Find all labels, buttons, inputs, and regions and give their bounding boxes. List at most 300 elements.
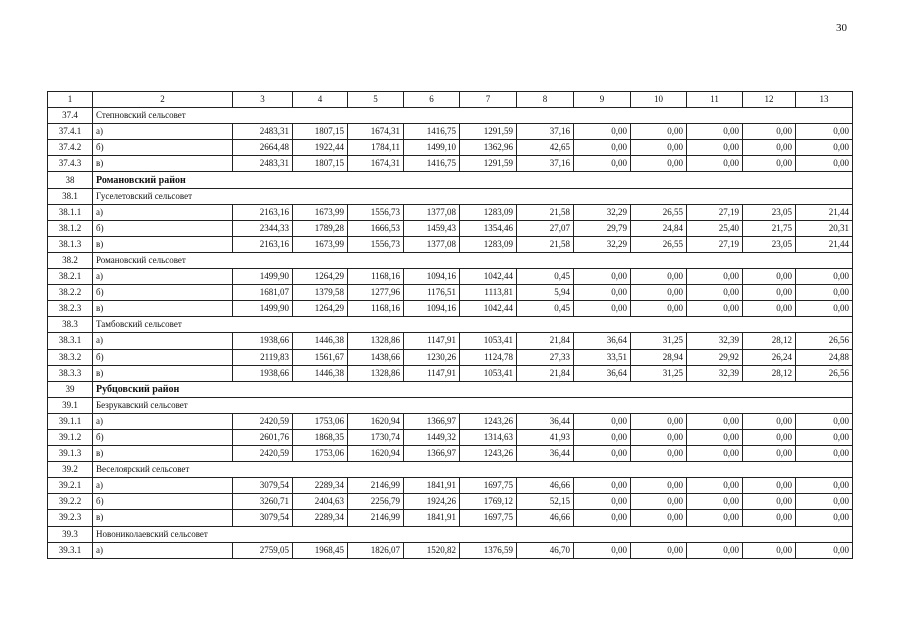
section-name: Романовский сельсовет <box>93 252 853 268</box>
table-cell: 0,00 <box>574 269 631 285</box>
table-cell: 1147,91 <box>404 365 460 381</box>
row-variant: в) <box>93 446 233 462</box>
table-cell: 36,64 <box>574 365 631 381</box>
row-variant: б) <box>93 140 233 156</box>
table-cell: 1416,75 <box>404 156 460 172</box>
table-header-row <box>48 92 853 108</box>
table-cell: 0,00 <box>687 413 743 429</box>
tariff-table <box>47 91 853 559</box>
table-cell: 1789,28 <box>293 220 348 236</box>
table-cell: 1243,26 <box>460 446 517 462</box>
table-cell: 0,00 <box>743 478 796 494</box>
section-name: Веселоярский сельсовет <box>93 462 853 478</box>
row-code: 39.3.1 <box>48 542 93 558</box>
table-cell: 26,56 <box>796 333 853 349</box>
table-cell: 46,66 <box>517 478 574 494</box>
table-cell: 0,00 <box>687 156 743 172</box>
table-cell: 1042,44 <box>460 301 517 317</box>
table-cell: 0,00 <box>687 301 743 317</box>
table-cell: 25,40 <box>687 220 743 236</box>
row-code: 38.3.2 <box>48 349 93 365</box>
table-cell: 29,79 <box>574 220 631 236</box>
section-row <box>48 397 853 413</box>
table-cell: 1124,78 <box>460 349 517 365</box>
table-cell: 21,44 <box>796 236 853 252</box>
table-cell: 1674,31 <box>348 156 404 172</box>
row-code: 39.1.1 <box>48 413 93 429</box>
table-cell: 0,00 <box>796 156 853 172</box>
table-cell: 0,00 <box>687 269 743 285</box>
table-cell: 0,00 <box>631 510 687 526</box>
table-cell: 1376,59 <box>460 542 517 558</box>
table-cell: 0,00 <box>574 156 631 172</box>
table-cell: 21,75 <box>743 220 796 236</box>
table-cell: 36,44 <box>517 413 574 429</box>
table-cell: 2420,59 <box>233 413 293 429</box>
row-code: 39.2.2 <box>48 494 93 510</box>
table-cell: 0,00 <box>631 285 687 301</box>
table-cell: 1459,43 <box>404 220 460 236</box>
column-header: 7 <box>460 92 517 108</box>
table-cell: 0,00 <box>743 301 796 317</box>
table-cell: 0,00 <box>574 478 631 494</box>
table-cell: 0,00 <box>574 446 631 462</box>
row-variant: а) <box>93 333 233 349</box>
table-cell: 37,16 <box>517 156 574 172</box>
table-cell: 21,58 <box>517 236 574 252</box>
table-cell: 1446,38 <box>293 333 348 349</box>
row-code: 37.4 <box>48 108 93 124</box>
table-cell: 1666,53 <box>348 220 404 236</box>
row-variant: а) <box>93 413 233 429</box>
row-variant: в) <box>93 236 233 252</box>
table-row <box>48 510 853 526</box>
table-cell: 0,00 <box>796 494 853 510</box>
table-cell: 1868,35 <box>293 429 348 445</box>
table-cell: 1053,41 <box>460 365 517 381</box>
table-cell: 0,00 <box>796 510 853 526</box>
table-cell: 1291,59 <box>460 156 517 172</box>
table-cell: 27,19 <box>687 236 743 252</box>
table-cell: 1291,59 <box>460 124 517 140</box>
table-cell: 2289,34 <box>293 510 348 526</box>
table-cell: 1922,44 <box>293 140 348 156</box>
table-cell: 0,00 <box>687 478 743 494</box>
table-cell: 2146,99 <box>348 478 404 494</box>
table-cell: 0,00 <box>796 285 853 301</box>
row-code: 38.2.2 <box>48 285 93 301</box>
table-cell: 1438,66 <box>348 349 404 365</box>
table-cell: 1264,29 <box>293 301 348 317</box>
table-cell: 2483,31 <box>233 124 293 140</box>
table-cell: 1697,75 <box>460 510 517 526</box>
table-row <box>48 301 853 317</box>
column-header: 9 <box>574 92 631 108</box>
table-row <box>48 140 853 156</box>
table-cell: 2163,16 <box>233 204 293 220</box>
table-cell: 1673,99 <box>293 236 348 252</box>
table-cell: 0,00 <box>574 124 631 140</box>
table-cell: 1556,73 <box>348 236 404 252</box>
row-variant: б) <box>93 285 233 301</box>
row-code: 37.4.1 <box>48 124 93 140</box>
row-code: 38.3 <box>48 317 93 333</box>
table-cell: 0,00 <box>631 446 687 462</box>
table-cell: 1697,75 <box>460 478 517 494</box>
row-code: 38 <box>48 172 93 188</box>
table-cell: 2420,59 <box>233 446 293 462</box>
table-cell: 2601,76 <box>233 429 293 445</box>
column-header: 1 <box>48 92 93 108</box>
column-header: 3 <box>233 92 293 108</box>
table-cell: 0,00 <box>631 301 687 317</box>
table-cell: 1168,16 <box>348 269 404 285</box>
table-cell: 0,00 <box>631 156 687 172</box>
section-name: Степновский сельсовет <box>93 108 853 124</box>
table-cell: 0,00 <box>796 269 853 285</box>
row-code: 39.2.1 <box>48 478 93 494</box>
table-cell: 0,00 <box>574 494 631 510</box>
table-cell: 1230,26 <box>404 349 460 365</box>
table-cell: 32,39 <box>687 333 743 349</box>
table-cell: 1283,09 <box>460 204 517 220</box>
table-cell: 1113,81 <box>460 285 517 301</box>
table-cell: 1841,91 <box>404 478 460 494</box>
table-cell: 0,00 <box>796 140 853 156</box>
column-header: 13 <box>796 92 853 108</box>
row-code: 39 <box>48 381 93 397</box>
table-cell: 21,84 <box>517 365 574 381</box>
table-cell: 0,00 <box>687 494 743 510</box>
table-cell: 0,00 <box>796 429 853 445</box>
district-name: Рубцовский район <box>93 381 853 397</box>
table-cell: 1841,91 <box>404 510 460 526</box>
table-cell: 27,07 <box>517 220 574 236</box>
district-row <box>48 381 853 397</box>
table-cell: 1826,07 <box>348 542 404 558</box>
section-name: Тамбовский сельсовет <box>93 317 853 333</box>
table-cell: 32,29 <box>574 204 631 220</box>
column-header: 2 <box>93 92 233 108</box>
table-row <box>48 365 853 381</box>
district-name: Романовский район <box>93 172 853 188</box>
table-cell: 1620,94 <box>348 446 404 462</box>
table-cell: 28,12 <box>743 333 796 349</box>
row-code: 39.1 <box>48 397 93 413</box>
table-cell: 2664,48 <box>233 140 293 156</box>
table-cell: 1354,46 <box>460 220 517 236</box>
table-cell: 0,00 <box>574 285 631 301</box>
table-cell: 0,00 <box>631 269 687 285</box>
row-code: 38.1 <box>48 188 93 204</box>
row-variant: а) <box>93 542 233 558</box>
table-cell: 0,00 <box>796 446 853 462</box>
table-cell: 2256,79 <box>348 494 404 510</box>
table-cell: 2483,31 <box>233 156 293 172</box>
table-row <box>48 220 853 236</box>
section-row <box>48 462 853 478</box>
table-cell: 1673,99 <box>293 204 348 220</box>
table-cell: 3079,54 <box>233 478 293 494</box>
table-cell: 1499,90 <box>233 269 293 285</box>
table-cell: 1753,06 <box>293 413 348 429</box>
table-cell: 2163,16 <box>233 236 293 252</box>
table-cell: 31,25 <box>631 333 687 349</box>
table-cell: 1377,08 <box>404 236 460 252</box>
table-cell: 1620,94 <box>348 413 404 429</box>
table-cell: 1449,32 <box>404 429 460 445</box>
table-cell: 0,00 <box>743 429 796 445</box>
table-cell: 26,24 <box>743 349 796 365</box>
row-variant: а) <box>93 204 233 220</box>
table-cell: 1053,41 <box>460 333 517 349</box>
table-cell: 1362,96 <box>460 140 517 156</box>
table-cell: 32,29 <box>574 236 631 252</box>
table-cell: 1807,15 <box>293 156 348 172</box>
table-cell: 0,00 <box>743 494 796 510</box>
table-row <box>48 446 853 462</box>
row-variant: б) <box>93 429 233 445</box>
table-cell: 21,44 <box>796 204 853 220</box>
table-cell: 0,00 <box>743 542 796 558</box>
table-cell: 0,00 <box>687 542 743 558</box>
table-cell: 0,00 <box>743 124 796 140</box>
table-cell: 0,00 <box>796 124 853 140</box>
column-header: 11 <box>687 92 743 108</box>
table-cell: 0,00 <box>574 510 631 526</box>
table-cell: 0,00 <box>687 140 743 156</box>
table-cell: 0,00 <box>743 446 796 462</box>
table-cell: 36,44 <box>517 446 574 462</box>
table-row <box>48 333 853 349</box>
row-code: 38.3.1 <box>48 333 93 349</box>
table-cell: 0,00 <box>631 542 687 558</box>
table-cell: 32,39 <box>687 365 743 381</box>
table-row <box>48 542 853 558</box>
table-cell: 0,00 <box>574 429 631 445</box>
table-cell: 36,64 <box>574 333 631 349</box>
table-cell: 2404,63 <box>293 494 348 510</box>
table-cell: 0,00 <box>631 478 687 494</box>
section-row <box>48 317 853 333</box>
table-cell: 26,56 <box>796 365 853 381</box>
table-cell: 1176,51 <box>404 285 460 301</box>
table-cell: 1243,26 <box>460 413 517 429</box>
table-cell: 1674,31 <box>348 124 404 140</box>
table-cell: 1168,16 <box>348 301 404 317</box>
row-code: 39.3 <box>48 526 93 542</box>
row-variant: б) <box>93 220 233 236</box>
table-cell: 27,33 <box>517 349 574 365</box>
table-cell: 2119,83 <box>233 349 293 365</box>
table-cell: 33,51 <box>574 349 631 365</box>
row-variant: а) <box>93 124 233 140</box>
table-row <box>48 494 853 510</box>
row-code: 38.1.1 <box>48 204 93 220</box>
table-cell: 0,00 <box>574 301 631 317</box>
table-cell: 21,84 <box>517 333 574 349</box>
table-cell: 1379,58 <box>293 285 348 301</box>
table-row <box>48 156 853 172</box>
row-variant: б) <box>93 494 233 510</box>
section-row <box>48 108 853 124</box>
table-cell: 0,45 <box>517 269 574 285</box>
table-cell: 1277,96 <box>348 285 404 301</box>
table-row <box>48 478 853 494</box>
table-cell: 1769,12 <box>460 494 517 510</box>
table-cell: 21,58 <box>517 204 574 220</box>
section-row <box>48 252 853 268</box>
table-cell: 1499,90 <box>233 301 293 317</box>
table-cell: 1520,82 <box>404 542 460 558</box>
table-cell: 2289,34 <box>293 478 348 494</box>
table-cell: 1042,44 <box>460 269 517 285</box>
table-cell: 1377,08 <box>404 204 460 220</box>
table-cell: 0,00 <box>574 413 631 429</box>
table-cell: 0,00 <box>743 285 796 301</box>
row-variant: в) <box>93 365 233 381</box>
section-name: Безрукавский сельсовет <box>93 397 853 413</box>
row-code: 38.2.3 <box>48 301 93 317</box>
column-header: 4 <box>293 92 348 108</box>
table-row <box>48 413 853 429</box>
row-variant: б) <box>93 349 233 365</box>
table-cell: 2146,99 <box>348 510 404 526</box>
table-cell: 3260,71 <box>233 494 293 510</box>
table-cell: 2759,05 <box>233 542 293 558</box>
table-row <box>48 204 853 220</box>
section-row <box>48 526 853 542</box>
table-cell: 0,00 <box>631 494 687 510</box>
table-cell: 2344,33 <box>233 220 293 236</box>
table-cell: 52,15 <box>517 494 574 510</box>
table-cell: 0,00 <box>574 542 631 558</box>
table-cell: 0,00 <box>631 124 687 140</box>
column-header: 5 <box>348 92 404 108</box>
table-row <box>48 349 853 365</box>
column-header: 6 <box>404 92 460 108</box>
table-row <box>48 429 853 445</box>
table-row <box>48 285 853 301</box>
row-code: 38.1.2 <box>48 220 93 236</box>
table-cell: 0,00 <box>631 429 687 445</box>
table-cell: 0,00 <box>743 156 796 172</box>
table-cell: 0,00 <box>631 413 687 429</box>
row-code: 37.4.3 <box>48 156 93 172</box>
table-cell: 1924,26 <box>404 494 460 510</box>
table-cell: 1968,45 <box>293 542 348 558</box>
row-variant: а) <box>93 269 233 285</box>
table-cell: 1264,29 <box>293 269 348 285</box>
table-cell: 24,84 <box>631 220 687 236</box>
section-name: Гуселетовский сельсовет <box>93 188 853 204</box>
table-cell: 0,00 <box>687 429 743 445</box>
row-code: 39.1.2 <box>48 429 93 445</box>
table-cell: 0,00 <box>687 285 743 301</box>
table-cell: 46,66 <box>517 510 574 526</box>
section-row <box>48 188 853 204</box>
table-cell: 1416,75 <box>404 124 460 140</box>
table-row <box>48 236 853 252</box>
table-cell: 27,19 <box>687 204 743 220</box>
table-cell: 1681,07 <box>233 285 293 301</box>
table-cell: 3079,54 <box>233 510 293 526</box>
table-cell: 0,00 <box>743 140 796 156</box>
table-cell: 28,12 <box>743 365 796 381</box>
table-cell: 46,70 <box>517 542 574 558</box>
table-cell: 26,55 <box>631 204 687 220</box>
row-code: 38.3.3 <box>48 365 93 381</box>
page-number: 30 <box>836 22 847 34</box>
table-cell: 1753,06 <box>293 446 348 462</box>
row-variant: в) <box>93 156 233 172</box>
table-cell: 24,88 <box>796 349 853 365</box>
table-cell: 29,92 <box>687 349 743 365</box>
row-code: 39.1.3 <box>48 446 93 462</box>
row-variant: в) <box>93 301 233 317</box>
table-cell: 0,00 <box>687 124 743 140</box>
table-cell: 1328,86 <box>348 333 404 349</box>
table-cell: 1556,73 <box>348 204 404 220</box>
table-cell: 5,94 <box>517 285 574 301</box>
table-cell: 0,00 <box>796 478 853 494</box>
table-cell: 0,00 <box>796 542 853 558</box>
table-cell: 0,00 <box>631 140 687 156</box>
table-cell: 1314,63 <box>460 429 517 445</box>
table-cell: 0,00 <box>743 510 796 526</box>
table-cell: 1283,09 <box>460 236 517 252</box>
table-cell: 1730,74 <box>348 429 404 445</box>
table-cell: 1938,66 <box>233 333 293 349</box>
table-cell: 0,45 <box>517 301 574 317</box>
row-code: 38.2 <box>48 252 93 268</box>
table-cell: 42,65 <box>517 140 574 156</box>
table-cell: 0,00 <box>574 140 631 156</box>
section-name: Новониколаевский сельсовет <box>93 526 853 542</box>
table-cell: 41,93 <box>517 429 574 445</box>
row-variant: а) <box>93 478 233 494</box>
column-header: 12 <box>743 92 796 108</box>
table-cell: 23,05 <box>743 236 796 252</box>
table-cell: 28,94 <box>631 349 687 365</box>
table-cell: 20,31 <box>796 220 853 236</box>
table-cell: 0,00 <box>687 446 743 462</box>
table-cell: 0,00 <box>796 413 853 429</box>
district-row <box>48 172 853 188</box>
column-header: 10 <box>631 92 687 108</box>
table-cell: 31,25 <box>631 365 687 381</box>
table-cell: 26,55 <box>631 236 687 252</box>
table-cell: 0,00 <box>743 413 796 429</box>
table-row <box>48 124 853 140</box>
table-row <box>48 269 853 285</box>
column-header: 8 <box>517 92 574 108</box>
row-code: 37.4.2 <box>48 140 93 156</box>
table-cell: 0,00 <box>796 301 853 317</box>
table-cell: 1147,91 <box>404 333 460 349</box>
table-cell: 1446,38 <box>293 365 348 381</box>
table-cell: 23,05 <box>743 204 796 220</box>
row-code: 39.2 <box>48 462 93 478</box>
table-cell: 1366,97 <box>404 413 460 429</box>
table-cell: 1938,66 <box>233 365 293 381</box>
row-code: 38.2.1 <box>48 269 93 285</box>
table-cell: 0,00 <box>687 510 743 526</box>
table-cell: 1366,97 <box>404 446 460 462</box>
table-cell: 1094,16 <box>404 269 460 285</box>
table-cell: 1561,67 <box>293 349 348 365</box>
row-variant: в) <box>93 510 233 526</box>
